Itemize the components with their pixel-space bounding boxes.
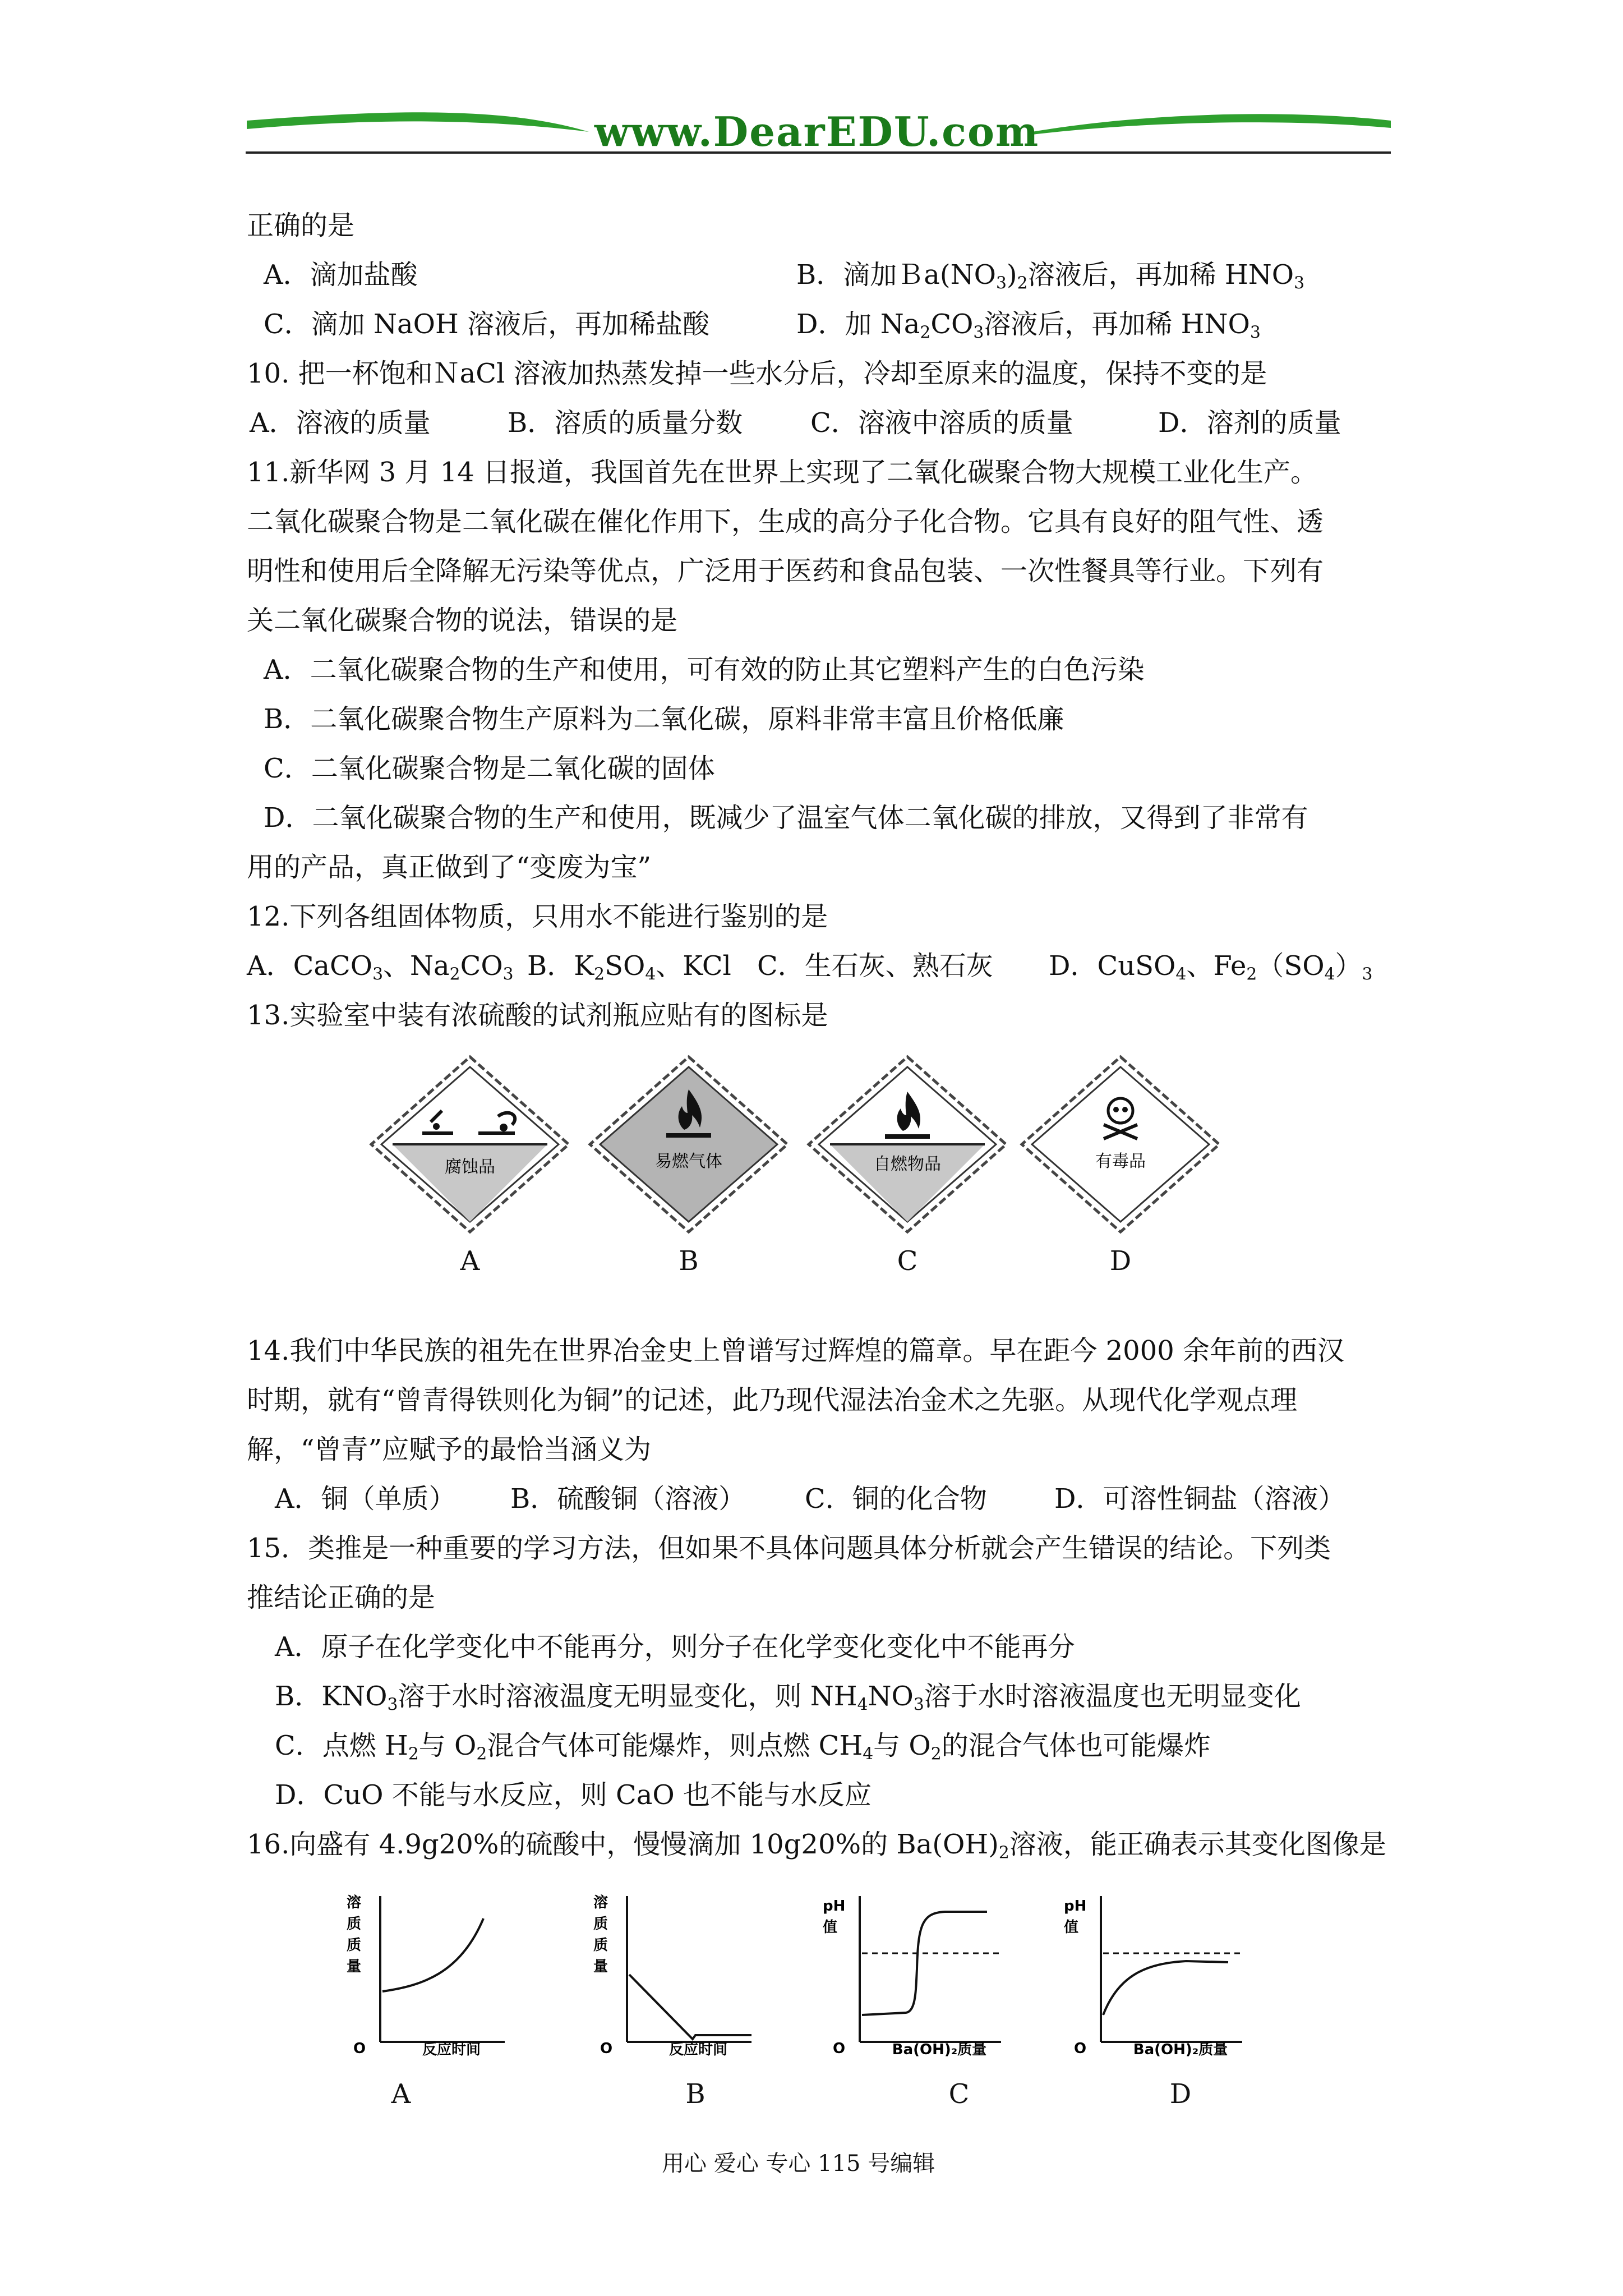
graph-d-ylabel bbox=[1064, 1898, 1086, 1936]
q14-option-c: C．铜的化合物 bbox=[805, 1483, 987, 1515]
q15-option-b: B．$KNO_3$溶于水时溶液温度无明显变化，则 $NH_4NO_3$溶于水时溶液温度也无明显变化 bbox=[275, 1681, 1301, 1715]
svg-text:值: 值 bbox=[823, 1919, 838, 1936]
hazard-sign-toxic bbox=[1020, 1055, 1221, 1234]
hazard-label-a: 腐蚀品 bbox=[445, 1157, 495, 1177]
graph-letter-c: C bbox=[948, 2078, 970, 2110]
q12-option-c: C．生石灰、熟石灰 bbox=[757, 950, 993, 982]
svg-text:pH: pH bbox=[823, 1898, 846, 1915]
q9-option-c: C．滴加 NaOH 溶液后，再加稀盐酸 bbox=[264, 309, 710, 340]
q15-line-2: 推结论正确的是 bbox=[247, 1582, 436, 1613]
q15-line-1: 15．类推是一种重要的学习方法，但如果不具体问题具体分析就会产生错误的结论。下列类 bbox=[247, 1533, 1331, 1564]
banner-swoosh-right bbox=[1032, 114, 1391, 135]
hazard-sign-spontaneous-combustion bbox=[806, 1055, 1008, 1234]
hazard-letter-a: A bbox=[460, 1245, 480, 1277]
graph-d-origin: O bbox=[1074, 2040, 1087, 2057]
q14-option-b: B．硫酸铜（溶液） bbox=[510, 1483, 746, 1515]
q14-line-1: 14.我们中华民族的祖先在世界冶金史上曾谱写过辉煌的篇章。早在距今 2000 余年前的西汉 bbox=[247, 1335, 1345, 1366]
header-site-title: www.DearEDU.com bbox=[594, 108, 1040, 155]
q9-option-b: B．滴加$Ba(NO_3)_2$溶液后，再加稀 $HNO_3$ bbox=[796, 259, 1305, 293]
hazard-letter-b: B bbox=[679, 1245, 699, 1277]
graph-b-origin: O bbox=[600, 2040, 613, 2057]
hazard-letter-d: D bbox=[1109, 1245, 1132, 1277]
svg-text:质: 质 bbox=[593, 1916, 608, 1932]
svg-text:质: 质 bbox=[347, 1916, 362, 1932]
svg-text:值: 值 bbox=[1064, 1919, 1079, 1936]
svg-text:量: 量 bbox=[347, 1958, 362, 1975]
graph-d-curve bbox=[1103, 1961, 1228, 2015]
graph-b bbox=[583, 1890, 785, 2076]
graph-b-ylabel bbox=[593, 1894, 608, 1975]
q11-option-d-line2: 用的产品，真正做到了“变废为宝” bbox=[247, 852, 652, 883]
q15-option-d: D．CuO 不能与水反应，则 CaO 也不能与水反应 bbox=[275, 1779, 872, 1811]
hazard-letter-c: C bbox=[897, 1245, 918, 1277]
graph-a-xlabel: 反应时间 bbox=[422, 2041, 481, 2058]
q12-option-b: B．$K_2SO_4$、KCl bbox=[527, 950, 731, 984]
graph-letter-b: B bbox=[685, 2078, 706, 2110]
graph-letter-d: D bbox=[1169, 2078, 1192, 2110]
q14-line-3: 解，“曾青”应赋予的最恰当涵义为 bbox=[247, 1434, 652, 1465]
q11-line-4: 关二氧化碳聚合物的说法，错误的是 bbox=[247, 605, 678, 636]
q12-option-d: D．CuSO$_4$、$Fe_2(SO_4)_3$ bbox=[1049, 950, 1373, 984]
svg-text:质: 质 bbox=[593, 1937, 608, 1954]
hazard-label-c: 自燃物品 bbox=[874, 1154, 941, 1174]
hazard-sign-flammable-gas bbox=[588, 1055, 790, 1234]
graph-c-xlabel: Ba(OH)₂质量 bbox=[892, 2041, 987, 2058]
graph-b-curve bbox=[629, 1975, 751, 2039]
q9-stem-tail: 正确的是 bbox=[247, 210, 355, 241]
q11-option-a: A．二氧化碳聚合物的生产和使用，可有效的防止其它塑料产生的白色污染 bbox=[264, 654, 1145, 685]
q10-option-b: B．溶质的质量分数 bbox=[508, 407, 743, 439]
q14-option-a: A．铜（单质） bbox=[275, 1483, 456, 1515]
q10-option-c: C．溶液中溶质的质量 bbox=[810, 407, 1073, 439]
q11-line-1: 11.新华网 3 月 14 日报道，我国首先在世界上实现了二氧化碳聚合物大规模工业化生产。 bbox=[247, 457, 1317, 488]
hazard-label-b: 易燃气体 bbox=[655, 1152, 722, 1171]
q11-option-b: B．二氧化碳聚合物生产原料为二氧化碳，原料非常丰富且价格低廉 bbox=[264, 703, 1064, 735]
graph-c bbox=[816, 1890, 1029, 2076]
graph-b-xlabel: 反应时间 bbox=[668, 2041, 728, 2058]
q11-option-c: C．二氧化碳聚合物是二氧化碳的固体 bbox=[264, 753, 715, 784]
q10-option-a: A．溶液的质量 bbox=[250, 407, 431, 439]
q13-stem: 13.实验室中装有浓硫酸的试剂瓶应贴有的图标是 bbox=[247, 1000, 828, 1031]
q10-stem: 10. 把一杯饱和ＮaCl 溶液加热蒸发掉一些水分后，冷却至原来的温度，保持不变的是 bbox=[247, 358, 1267, 389]
hazard-label-d: 有毒品 bbox=[1095, 1152, 1146, 1171]
svg-text:溶: 溶 bbox=[347, 1894, 362, 1911]
q11-line-2: 二氧化碳聚合物是二氧化碳在催化作用下，生成的高分子化合物。它具有良好的阻气性、透 bbox=[247, 506, 1324, 537]
q12-stem: 12.下列各组固体物质，只用水不能进行鉴别的是 bbox=[247, 901, 828, 932]
q15-option-a: A．原子在化学变化中不能再分，则分子在化学变化变化中不能再分 bbox=[275, 1631, 1075, 1663]
graph-d bbox=[1057, 1890, 1270, 2076]
hazard-sign-corrosive bbox=[369, 1055, 571, 1234]
graph-d-xlabel: Ba(OH)₂质量 bbox=[1133, 2041, 1228, 2058]
svg-text:量: 量 bbox=[593, 1958, 608, 1975]
graph-c-origin: O bbox=[833, 2040, 846, 2057]
banner-swoosh-left bbox=[247, 112, 589, 132]
q14-line-2: 时期，就有“曾青得铁则化为铜”的记述，此乃现代湿法冶金术之先驱。从现代化学观点理 bbox=[247, 1384, 1298, 1416]
svg-text:pH: pH bbox=[1064, 1898, 1087, 1915]
q12-option-a: A．CaCO$_3$、$Na_2CO_3$ bbox=[247, 950, 514, 984]
svg-text:质: 质 bbox=[347, 1937, 362, 1954]
q9-option-d: D．加 $Na_2CO_3$溶液后，再加稀 $HNO_3$ bbox=[796, 309, 1261, 343]
svg-text:溶: 溶 bbox=[593, 1894, 608, 1911]
q14-option-d: D．可溶性铜盐（溶液） bbox=[1054, 1483, 1345, 1515]
q9-option-a: A．滴加盐酸 bbox=[264, 259, 418, 291]
graph-c-curve bbox=[862, 1912, 987, 2015]
graph-a-ylabel bbox=[347, 1894, 361, 1975]
q10-option-d: D．溶剂的质量 bbox=[1158, 407, 1341, 439]
graph-c-ylabel bbox=[823, 1898, 845, 1936]
page-footer: 用心 爱心 专心 115 号编辑 bbox=[662, 2151, 935, 2177]
q11-line-3: 明性和使用后全降解无污染等优点，广泛用于医药和食品包装、一次性餐具等行业。下列有 bbox=[247, 555, 1324, 587]
q15-option-c: C．点燃 $H_2$与 $O_2$混合气体可能爆炸，则点燃 $CH_4$与 $O_2$的混合气体也可能爆炸 bbox=[275, 1730, 1211, 1764]
graph-letter-a: A bbox=[391, 2078, 411, 2110]
q16-stem: 16.向盛有 4.9g20%的硫酸中，慢慢滴加 10g20%的 $Ba(OH)_2$溶液，能正确表示其变化图像是 bbox=[247, 1829, 1386, 1863]
q11-option-d-line1: D．二氧化碳聚合物的生产和使用，既减少了温室气体二氧化碳的排放，又得到了非常有 bbox=[264, 802, 1308, 834]
graph-a-curve bbox=[382, 1918, 483, 1991]
graph-a bbox=[336, 1890, 538, 2076]
graph-a-origin: O bbox=[353, 2040, 366, 2057]
